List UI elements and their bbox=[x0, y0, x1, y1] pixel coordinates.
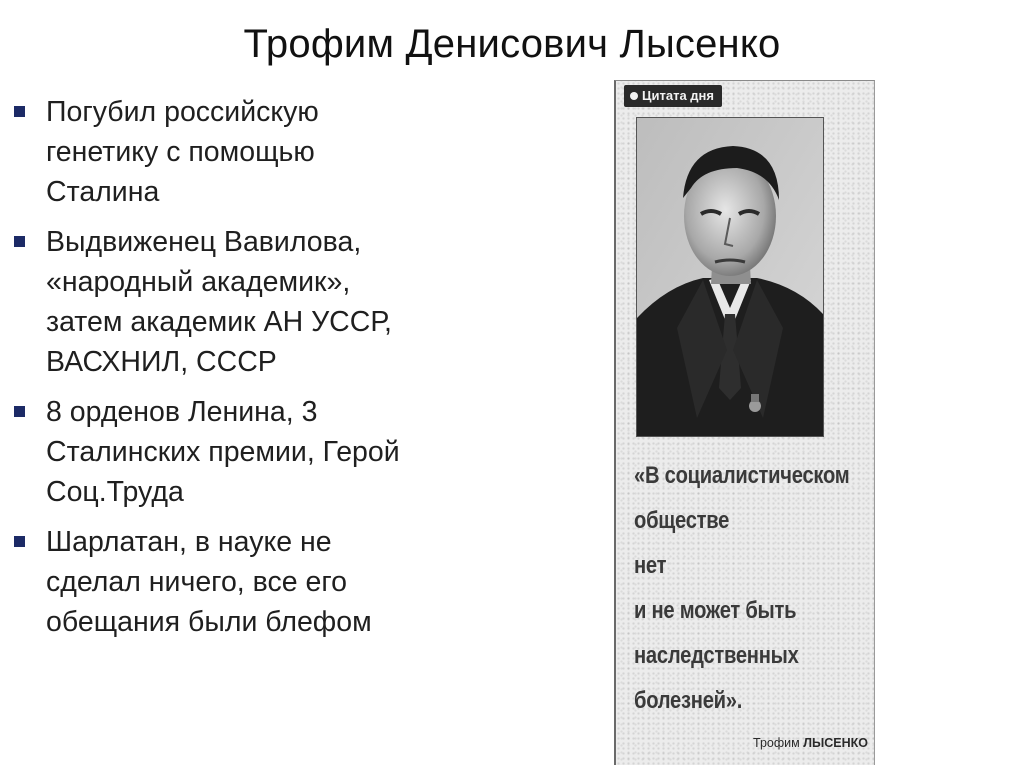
bullet-line: генетику с помощью bbox=[46, 136, 315, 168]
bullet-list bbox=[14, 92, 494, 652]
quote-line: болезней». bbox=[634, 687, 743, 714]
newspaper-clipping bbox=[614, 80, 875, 765]
bullet-line: ВАСХНИЛ, СССР bbox=[46, 346, 277, 378]
square-bullet-icon bbox=[14, 406, 25, 417]
quote-line: обществе bbox=[634, 507, 730, 534]
square-bullet-icon bbox=[14, 236, 25, 247]
byline-first-name: Трофим bbox=[753, 736, 800, 750]
quote-byline bbox=[753, 736, 868, 750]
square-bullet-icon bbox=[14, 536, 25, 547]
bullet-dot-icon bbox=[630, 92, 638, 100]
bullet-line: затем академик АН УССР, bbox=[46, 306, 392, 338]
bullet-line: обещания были блефом bbox=[46, 606, 372, 638]
bullet-line: сделал ничего, все его bbox=[46, 566, 347, 598]
slide-title: Трофим Денисович Лысенко bbox=[243, 22, 781, 66]
bullet-line: «народный академик», bbox=[46, 266, 351, 298]
bullet-line: Сталинских премии, Герой bbox=[46, 436, 400, 468]
bullet-line: Сталина bbox=[46, 176, 160, 208]
clipping-header-label: Цитата дня bbox=[642, 88, 714, 103]
portrait-photo bbox=[636, 117, 824, 437]
clipping-header bbox=[624, 85, 722, 107]
square-bullet-icon bbox=[14, 106, 25, 117]
bullet-item bbox=[14, 92, 494, 212]
bullet-item bbox=[14, 222, 494, 382]
bullet-item bbox=[14, 522, 494, 642]
bullet-line: Выдвиженец Вавилова, bbox=[46, 226, 362, 258]
bullet-line: 8 орденов Ленина, 3 bbox=[46, 396, 318, 428]
quote-line: нет bbox=[634, 552, 667, 579]
quote-line: наследственных bbox=[634, 642, 799, 669]
quote-text bbox=[634, 453, 850, 723]
bullet-line: Погубил российскую bbox=[46, 96, 319, 128]
byline-last-name: ЛЫСЕНКО bbox=[803, 736, 868, 750]
bullet-line: Шарлатан, в науке не bbox=[46, 526, 332, 558]
quote-line: «В социалистическом bbox=[634, 462, 850, 489]
quote-line: и не может быть bbox=[634, 597, 797, 624]
bullet-line: Соц.Труда bbox=[46, 476, 184, 508]
bullet-item bbox=[14, 392, 494, 512]
